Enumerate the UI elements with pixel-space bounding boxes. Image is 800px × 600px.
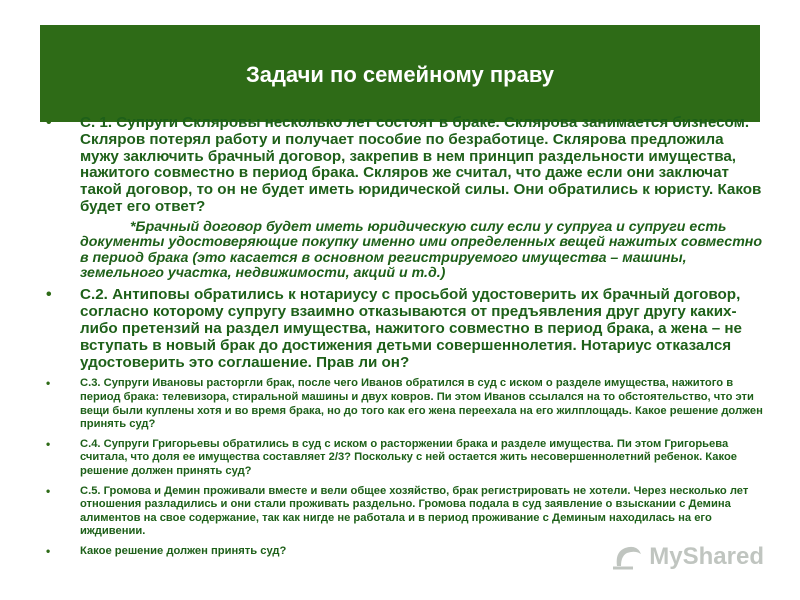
task-item-4 <box>46 438 766 479</box>
task-text-4: С.4. Супруги Григорьевы обратились в суд с иском о расторжении брака и разделе имущества. Пи этом Григорьева считала, что доля ее имущества составляет 2/3? Поскольку с ней остается жить несовершеннолетний ребенок. Какое решение должен принять суд? <box>80 437 737 477</box>
bullet: • <box>46 286 52 304</box>
task-text-2: С.2. Антиповы обратились к нотариусу с просьбой удостоверить их брачный договор, согласно которому супругу взаимно отказываются от предъявления друг другу каких-либо претензий на раздел имущества, нажитого совместно в период брака, а жена – не вступать в новый брак до достижения детьми совершеннолетия. Нотариус отказался удостоверить это соглашение. Прав ли он? <box>80 286 742 371</box>
task-item-1 <box>46 115 766 216</box>
slide-content <box>46 115 766 559</box>
bullet: • <box>46 436 51 451</box>
bullet: • <box>46 114 52 131</box>
watermark-text: MyShared <box>649 543 764 570</box>
task-text-1: С. 1. Супруги Скляровы несколько лет состоят в браке. Склярова занимается бизнесом. Скляров потерял работу и получает пособие по безработице. Склярова предложила мужу заключить брачный договор, закрепив в нем принцип раздельности имущества, нажитого совместно в период брака. Скляров же считал, что даже если они заключат такой договор, то он не будет иметь юридической силы. Они обратились к юристу. Каков будет его ответ? <box>80 114 762 215</box>
task-text-6: Какое решение должен принять суд? <box>80 544 287 557</box>
task-item-2 <box>46 287 766 371</box>
task-item-3 <box>46 377 766 431</box>
bullet: • <box>46 376 51 391</box>
bullet: • <box>46 543 51 558</box>
title-banner <box>40 25 760 122</box>
task-item-5 <box>46 485 766 539</box>
watermark-logo-icon <box>611 542 645 572</box>
task-text-5: С.5. Громова и Демин проживали вместе и вели общее хозяйство, брак регистрировать не хотели. Через несколько лет отношения разладились и они стали проживать раздельно. Громова подала в суд заявление о взыскании с Демина алиментов на свое содержание, так как нигде не работала и в период проживание с Деминым находилась на его иждивении. <box>80 484 749 538</box>
task-text-3: С.3. Супруги Ивановы расторгли брак, после чего Иванов обратился в суд с иском о разделе имущества, нажитого в период брака: телевизора, стиральной машины и двух ковров. Пи этом Иванов ссылался на то обстоятельство, что эти вещи были куплены хотя и во время брака, но до того как его жена переехала на его жилплощадь. Какое решение должен принять суд? <box>80 377 763 431</box>
task-answer-1: *Брачный договор будет иметь юридическую силу если у супруга и супруги есть документы удостоверяющие покупку именно ими определенных вещей нажитых совместно в период брака (это касается в основном регистрируемого имущества – машины, земельного участка, недвижимости, акций и т.д.) <box>80 218 763 281</box>
bullet: • <box>46 483 51 498</box>
watermark <box>611 542 764 572</box>
slide-title: Задачи по семейному праву <box>245 61 555 87</box>
